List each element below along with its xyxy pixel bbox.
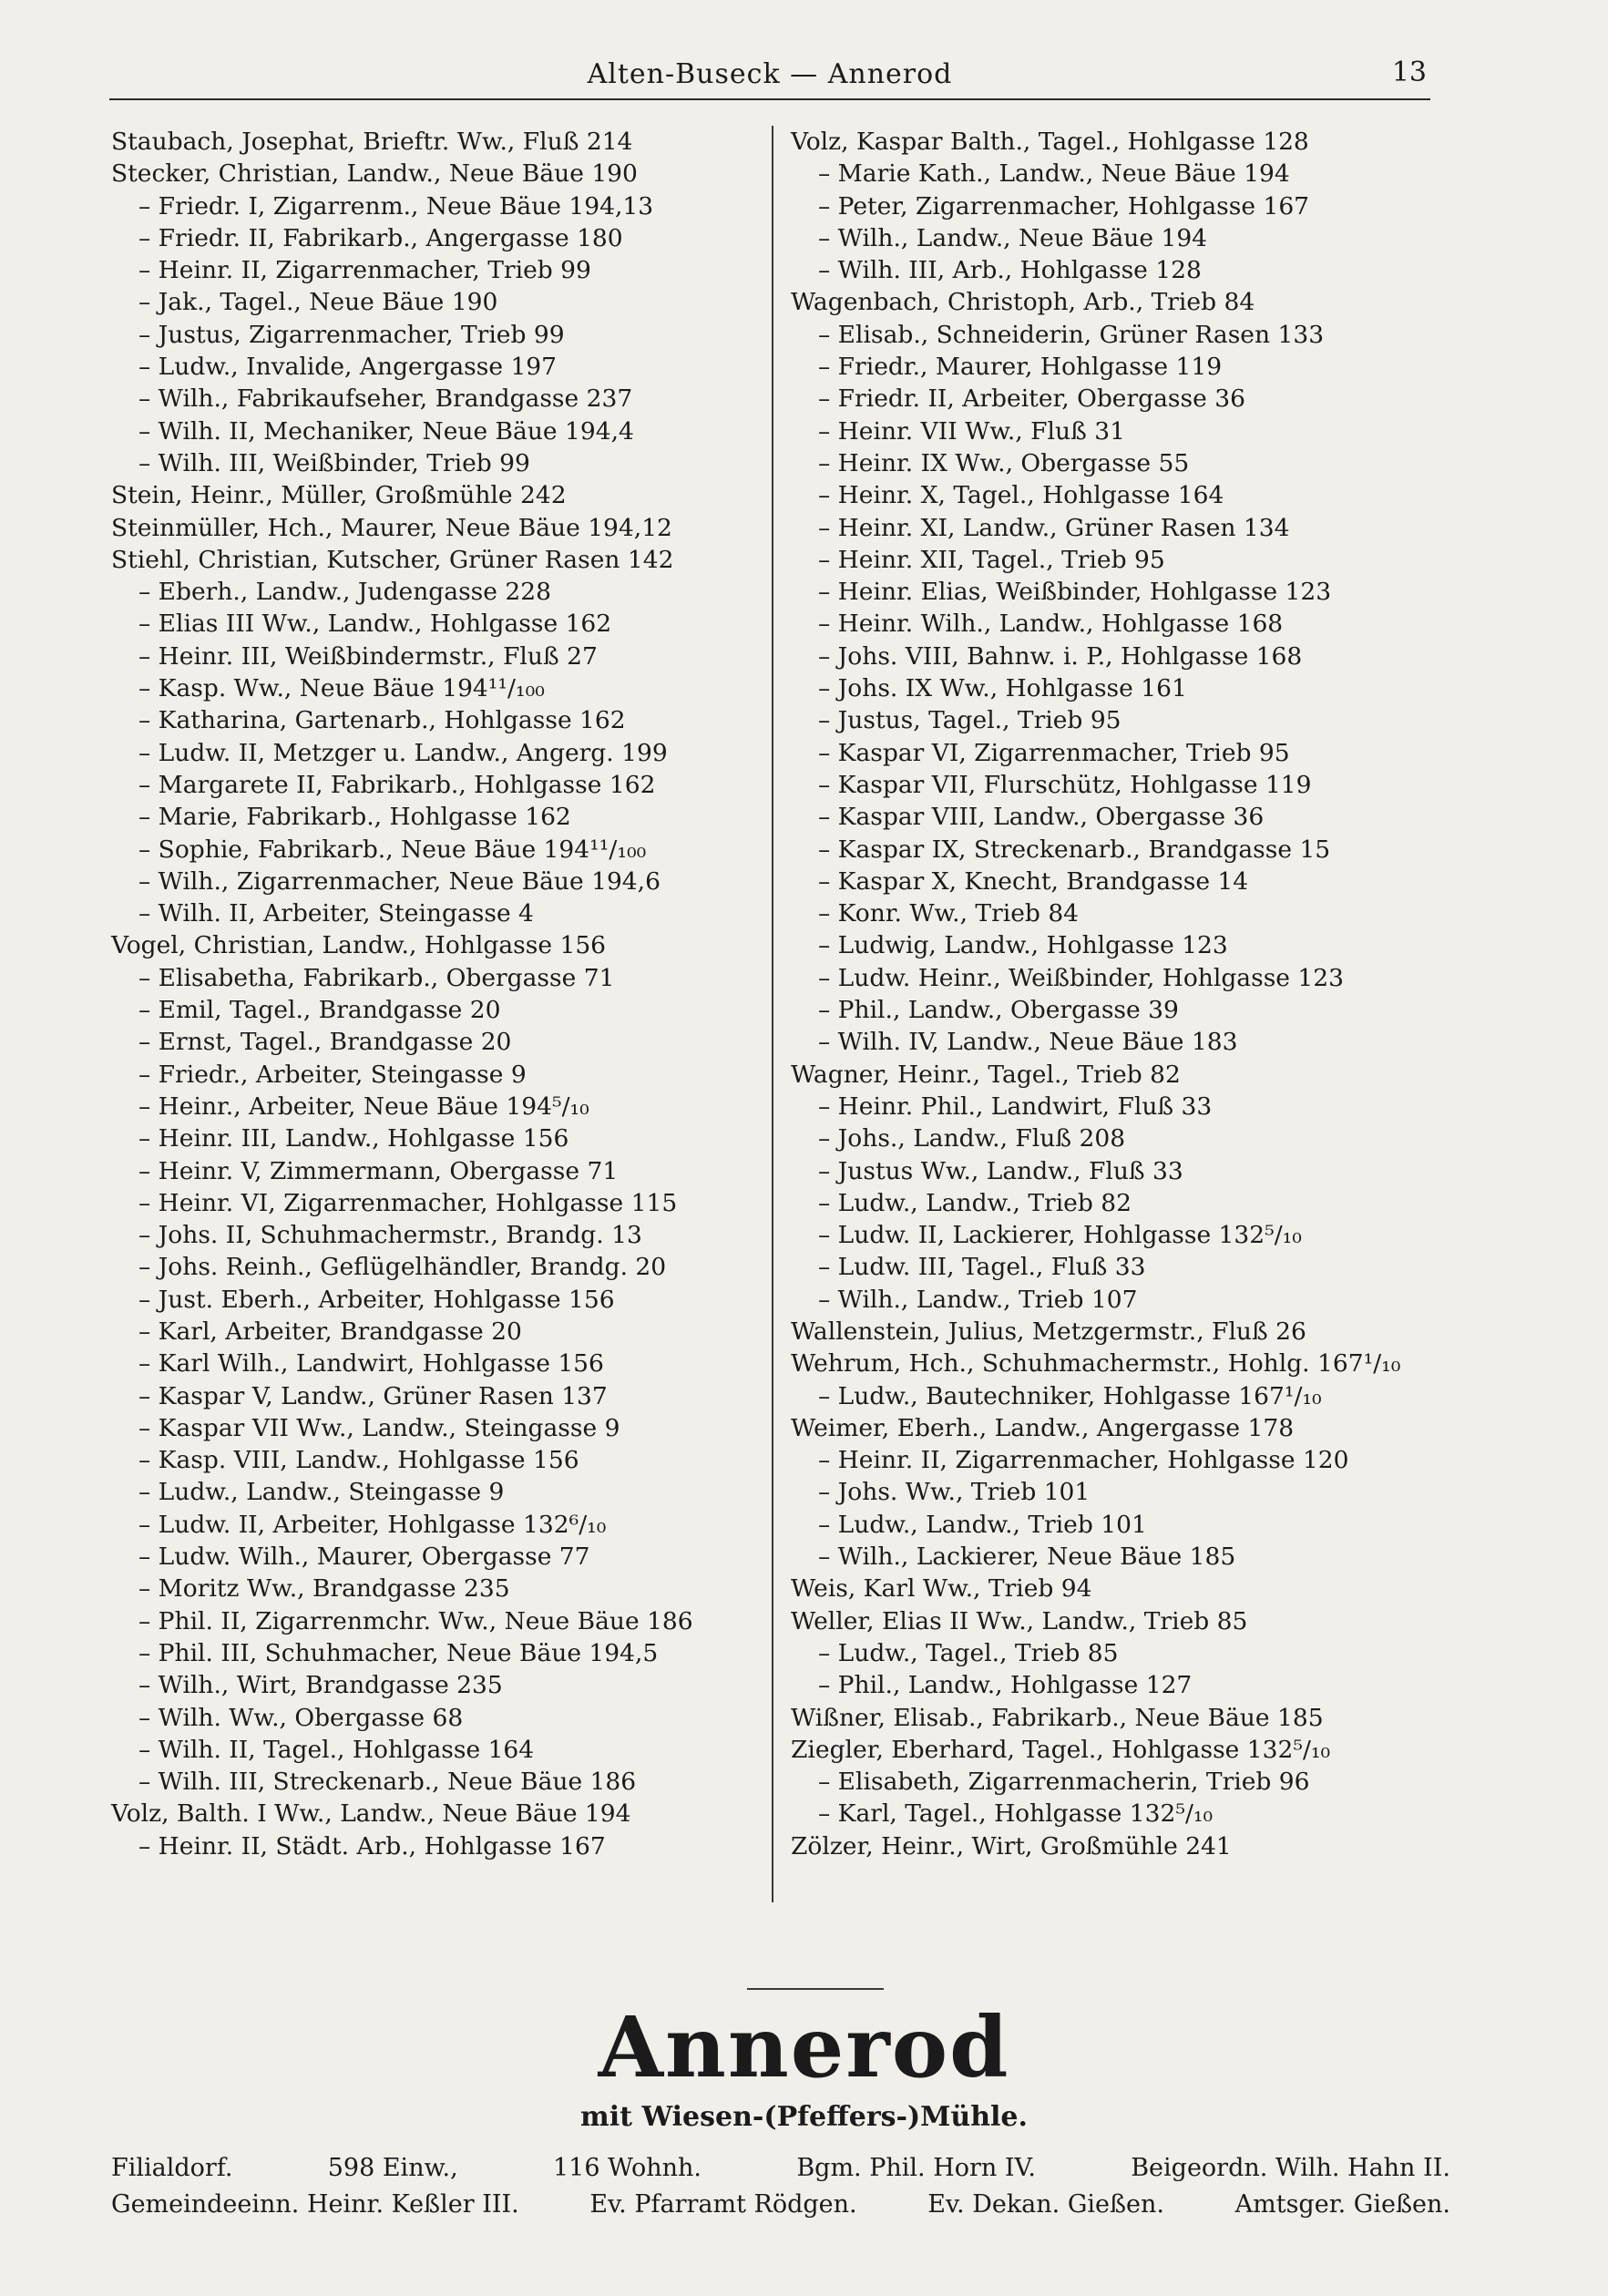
directory-entry: – Kaspar IX, Streckenarb., Brandgasse 15 — [818, 835, 1331, 864]
directory-entry: – Johs. Ww., Trieb 101 — [818, 1478, 1091, 1507]
directory-entry: Wallenstein, Julius, Metzgermstr., Fluß 26 — [791, 1317, 1306, 1346]
directory-entry: – Elisabetha, Fabrikarb., Obergasse 71 — [138, 963, 615, 992]
directory-entry: Ziegler, Eberhard, Tagel., Hohlgasse 132⁵/₁₀ — [791, 1735, 1331, 1764]
directory-entry: Wißner, Elisab., Fabrikarb., Neue Bäue 185 — [791, 1703, 1324, 1732]
directory-entry: Zölzer, Heinr., Wirt, Großmühle 241 — [791, 1831, 1232, 1860]
directory-entry: – Ludw., Landw., Trieb 101 — [818, 1510, 1147, 1539]
directory-entry: – Ludw. Wilh., Maurer, Obergasse 77 — [138, 1543, 590, 1572]
directory-entry: – Eberh., Landw., Judengasse 228 — [138, 578, 551, 607]
directory-entry: – Ludw., Landw., Steingasse 9 — [138, 1478, 505, 1507]
directory-entry: – Wilh. IV, Landw., Neue Bäue 183 — [818, 1028, 1238, 1057]
directory-entry: – Ludw. II, Lackierer, Hohlgasse 132⁵/₁₀ — [818, 1221, 1302, 1250]
directory-entry: – Heinr. Elias, Weißbinder, Hohlgasse 123 — [818, 578, 1332, 607]
directory-entry: – Wilh. II, Mechaniker, Neue Bäue 194,4 — [138, 416, 634, 446]
directory-entry: – Friedr. I, Zigarrenm., Neue Bäue 194,13 — [138, 191, 654, 220]
directory-entry: Volz, Kaspar Balth., Tagel., Hohlgasse 128 — [791, 128, 1309, 156]
directory-entry: – Heinr. II, Zigarrenmacher, Hohlgasse 120 — [818, 1446, 1349, 1475]
directory-entry: – Kasp. Ww., Neue Bäue 194¹¹/₁₀₀ — [138, 674, 545, 703]
directory-entry: Weimer, Eberh., Landw., Angergasse 178 — [791, 1413, 1295, 1442]
info-item: Bgm. Phil. Horn IV. — [796, 2154, 1036, 2182]
directory-entry: – Heinr. XI, Landw., Grüner Rasen 134 — [818, 513, 1290, 542]
directory-entry: Weis, Karl Ww., Trieb 94 — [791, 1574, 1092, 1604]
directory-entry: – Katharina, Gartenarb., Hohlgasse 162 — [138, 706, 626, 735]
page-header — [109, 56, 1430, 100]
info-item: 116 Wohnh. — [552, 2154, 702, 2182]
directory-entry: Weller, Elias II Ww., Landw., Trieb 85 — [791, 1606, 1248, 1635]
directory-entry: – Kaspar VIII, Landw., Obergasse 36 — [818, 803, 1265, 832]
directory-entry: – Heinr. V, Zimmermann, Obergasse 71 — [138, 1156, 619, 1185]
directory-entry: – Peter, Zigarrenmacher, Hohlgasse 167 — [818, 191, 1310, 220]
directory-entry: – Friedr., Arbeiter, Steingasse 9 — [138, 1060, 527, 1089]
directory-entry: – Heinr. II, Städt. Arb., Hohlgasse 167 — [138, 1831, 606, 1860]
directory-entry: – Wilh., Lackierer, Neue Bäue 185 — [818, 1543, 1236, 1572]
info-item: Ev. Pfarramt Rödgen. — [589, 2190, 857, 2219]
directory-entry: – Heinr. VII Ww., Fluß 31 — [818, 416, 1125, 446]
section-info — [111, 2150, 1450, 2223]
directory-entry: – Karl, Arbeiter, Brandgasse 20 — [138, 1317, 522, 1346]
column-divider — [772, 126, 773, 1902]
directory-entry: – Heinr. III, Weißbindermstr., Fluß 27 — [138, 641, 598, 671]
directory-entry: – Karl, Tagel., Hohlgasse 132⁵/₁₀ — [818, 1799, 1214, 1829]
directory-entry: – Wilh. Ww., Obergasse 68 — [138, 1703, 464, 1732]
section-title: Annerod — [598, 1998, 1010, 2096]
directory-entry: – Johs. IX Ww., Hohlgasse 161 — [818, 674, 1187, 703]
info-item: Filialdorf. — [111, 2154, 233, 2182]
directory-entry: – Justus Ww., Landw., Fluß 33 — [818, 1156, 1183, 1185]
directory-entry: – Sophie, Fabrikarb., Neue Bäue 194¹¹/₁₀₀ — [138, 835, 647, 864]
directory-entry: – Johs., Landw., Fluß 208 — [818, 1124, 1126, 1153]
directory-entry: Stiehl, Christian, Kutscher, Grüner Rasen 142 — [111, 545, 674, 574]
directory-entry: – Ludwig, Landw., Hohlgasse 123 — [818, 931, 1228, 960]
directory-entry: – Wilh., Zigarrenmacher, Neue Bäue 194,6 — [138, 866, 661, 896]
directory-entry: – Phil. II, Zigarrenmchr. Ww., Neue Bäue 186 — [138, 1606, 693, 1635]
left-column — [111, 126, 760, 1862]
directory-entry: – Kasp. VIII, Landw., Hohlgasse 156 — [138, 1446, 579, 1475]
directory-entry: – Johs. Reinh., Geflügelhändler, Brandg. 20 — [138, 1253, 667, 1282]
directory-entry: – Margarete II, Fabrikarb., Hohlgasse 162 — [138, 770, 656, 799]
directory-entry: – Marie Kath., Landw., Neue Bäue 194 — [818, 159, 1290, 189]
directory-entry: Wehrum, Hch., Schuhmachermstr., Hohlg. 167¹/₁₀ — [791, 1349, 1401, 1379]
directory-entry: – Heinr. X, Tagel., Hohlgasse 164 — [818, 481, 1224, 510]
info-line-1 — [111, 2150, 1450, 2187]
directory-entry: – Justus, Tagel., Trieb 95 — [818, 706, 1122, 735]
directory-entry: – Wilh., Landw., Trieb 107 — [818, 1285, 1138, 1314]
info-item: 598 Einw., — [327, 2154, 458, 2182]
directory-entry: – Ludw., Tagel., Trieb 85 — [818, 1638, 1119, 1667]
directory-entry: – Elisab., Schneiderin, Grüner Rasen 133 — [818, 320, 1325, 349]
running-title: Alten-Buseck — Annerod — [587, 58, 953, 90]
directory-entry: – Phil., Landw., Hohlgasse 127 — [818, 1671, 1193, 1700]
directory-entry: – Phil., Landw., Obergasse 39 — [818, 996, 1179, 1025]
directory-entry: – Ludw. II, Arbeiter, Hohlgasse 132⁶/₁₀ — [138, 1510, 607, 1539]
directory-entry: – Ernst, Tagel., Brandgasse 20 — [138, 1028, 512, 1057]
directory-entry: – Just. Eberh., Arbeiter, Hohlgasse 156 — [138, 1285, 615, 1314]
directory-entry: Steinmüller, Hch., Maurer, Neue Bäue 194,12 — [111, 513, 672, 542]
directory-entry: – Friedr. II, Arbeiter, Obergasse 36 — [818, 384, 1245, 414]
directory-entry: – Kaspar X, Knecht, Brandgasse 14 — [818, 866, 1249, 896]
directory-entry: – Ludw., Landw., Trieb 82 — [818, 1188, 1132, 1217]
directory-entry: – Friedr. II, Fabrikarb., Angergasse 180 — [138, 223, 623, 252]
info-item: Amtsger. Gießen. — [1234, 2190, 1450, 2219]
directory-entry: – Wilh. II, Arbeiter, Steingasse 4 — [138, 899, 534, 928]
directory-entry: Stein, Heinr., Müller, Großmühle 242 — [111, 481, 567, 510]
directory-entry: – Justus, Zigarrenmacher, Trieb 99 — [138, 320, 565, 349]
directory-entry: Wagenbach, Christoph, Arb., Trieb 84 — [791, 288, 1255, 317]
directory-entry: – Wilh., Landw., Neue Bäue 194 — [818, 223, 1208, 252]
directory-entry: – Heinr., Arbeiter, Neue Bäue 194⁵/₁₀ — [138, 1092, 589, 1121]
directory-entry: – Heinr. II, Zigarrenmacher, Trieb 99 — [138, 256, 591, 285]
directory-entry: – Elisabeth, Zigarrenmacherin, Trieb 96 — [818, 1768, 1310, 1797]
directory-entry: – Ludw., Invalide, Angergasse 197 — [138, 353, 558, 382]
directory-entry: – Ludw. III, Tagel., Fluß 33 — [818, 1253, 1146, 1282]
section-separator — [747, 1988, 884, 1990]
directory-entry: – Kaspar VII Ww., Landw., Steingasse 9 — [138, 1413, 620, 1442]
directory-entry: – Wilh., Wirt, Brandgasse 235 — [138, 1671, 503, 1700]
directory-entry: – Ludw. II, Metzger u. Landw., Angerg. 199 — [138, 738, 668, 767]
directory-entry: – Kaspar VII, Flurschütz, Hohlgasse 119 — [818, 770, 1312, 799]
directory-entry: – Johs. VIII, Bahnw. i. P., Hohlgasse 168 — [818, 641, 1303, 671]
page-number: 13 — [1391, 56, 1427, 88]
directory-entry: – Kaspar VI, Zigarrenmacher, Trieb 95 — [818, 738, 1290, 767]
directory-entry: – Konr. Ww., Trieb 84 — [818, 899, 1080, 928]
directory-entry: – Heinr. Phil., Landwirt, Fluß 33 — [818, 1092, 1213, 1121]
directory-entry: – Wilh., Fabrikaufseher, Brandgasse 237 — [138, 384, 633, 414]
right-column — [791, 126, 1439, 1862]
directory-entry: Volz, Balth. I Ww., Landw., Neue Bäue 194 — [111, 1799, 631, 1829]
directory-entry: – Johs. II, Schuhmachermstr., Brandg. 13 — [138, 1221, 642, 1250]
directory-entry: – Heinr. III, Landw., Hohlgasse 156 — [138, 1124, 569, 1153]
section-subtitle: mit Wiesen-(Pfeffers-)Mühle. — [580, 2101, 1028, 2133]
directory-entry: – Elias III Ww., Landw., Hohlgasse 162 — [138, 610, 612, 639]
directory-entry: Wagner, Heinr., Tagel., Trieb 82 — [791, 1060, 1181, 1089]
info-item: Gemeindeeinn. Heinr. Keßler III. — [111, 2190, 519, 2219]
info-line-2 — [111, 2187, 1450, 2223]
directory-entry: – Phil. III, Schuhmacher, Neue Bäue 194,5 — [138, 1638, 659, 1667]
directory-entry: – Heinr. XII, Tagel., Trieb 95 — [818, 545, 1165, 574]
directory-entry: Staubach, Josephat, Brieftr. Ww., Fluß 214 — [111, 128, 633, 156]
directory-entry: – Heinr. Wilh., Landw., Hohlgasse 168 — [818, 610, 1284, 639]
directory-entry: – Kaspar V, Landw., Grüner Rasen 137 — [138, 1381, 608, 1410]
directory-entry: – Wilh. II, Tagel., Hohlgasse 164 — [138, 1735, 535, 1764]
directory-entry: – Wilh. III, Streckenarb., Neue Bäue 186 — [138, 1768, 637, 1797]
directory-entry: Vogel, Christian, Landw., Hohlgasse 156 — [111, 931, 607, 960]
directory-entry: – Marie, Fabrikarb., Hohlgasse 162 — [138, 803, 571, 832]
directory-entry: – Emil, Tagel., Brandgasse 20 — [138, 996, 501, 1025]
directory-entry: – Jak., Tagel., Neue Bäue 190 — [138, 288, 498, 317]
directory-entry: – Ludw., Bautechniker, Hohlgasse 167¹/₁₀ — [818, 1381, 1322, 1410]
directory-entry: – Karl Wilh., Landwirt, Hohlgasse 156 — [138, 1349, 604, 1379]
directory-entry: – Ludw. Heinr., Weißbinder, Hohlgasse 123 — [818, 963, 1344, 992]
directory-entry: – Moritz Ww., Brandgasse 235 — [138, 1574, 510, 1604]
directory-entry: – Wilh. III, Arb., Hohlgasse 128 — [818, 256, 1202, 285]
directory-entry: – Friedr., Maurer, Hohlgasse 119 — [818, 353, 1223, 382]
directory-entry: – Wilh. III, Weißbinder, Trieb 99 — [138, 448, 530, 477]
directory-entry: Stecker, Christian, Landw., Neue Bäue 190 — [111, 159, 638, 189]
info-item: Ev. Dekan. Gießen. — [927, 2190, 1164, 2219]
directory-entry: – Heinr. VI, Zigarrenmacher, Hohlgasse 115 — [138, 1188, 678, 1217]
info-item: Beigeordn. Wilh. Hahn II. — [1131, 2154, 1450, 2182]
directory-entry: – Heinr. IX Ww., Obergasse 55 — [818, 448, 1190, 477]
